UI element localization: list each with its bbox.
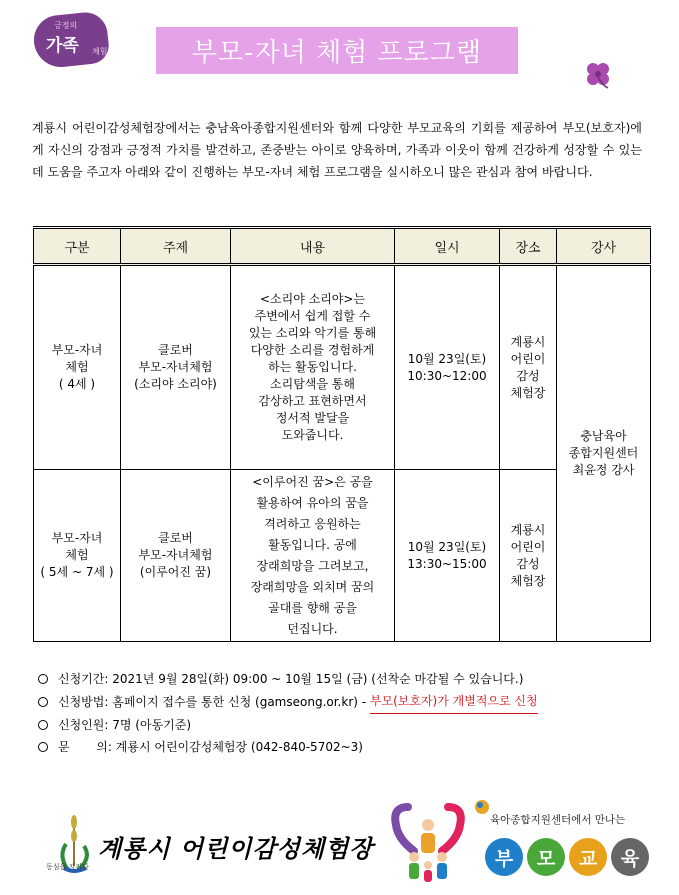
bullet-circle-icon: [38, 720, 48, 730]
topic-cell: 클로버 부모-자녀체험 (이루어진 꿈): [121, 470, 231, 642]
header-content: 내용: [231, 228, 395, 265]
clover-icon: [582, 58, 614, 90]
category-cell: 부모-자녀 체험 ( 4세 ): [34, 265, 121, 470]
application-info: [36, 668, 656, 758]
page-title: 부모-자녀 체험 프로그램: [191, 38, 483, 68]
content-cell: <소리야 소리야>는 주변에서 쉽게 접할 수 있는 소리와 악기를 통해 다양한 소리를 경험하게 하는 활동입니다. 소리탐색을 통해 감상하고 표현하면서 정서적 발달을 도와줍니다.: [231, 265, 395, 470]
table-row: [34, 265, 651, 470]
bullet-circle-icon: [38, 742, 48, 752]
header-place: 장소: [500, 228, 557, 265]
place-cell: 계룡시 어린이 감성 체험장: [500, 470, 557, 642]
intro-paragraph: 계룡시 어린이감성체험장에서는 충남육아종합지원센터와 함께 다양한 부모교육의 기회를 제공하여 부모(보호자)에게 자신의 강점과 긍정적 가치를 발견하고, 존중받는 아이로 양육하며, 가족과 이웃이 함께 건강하게 성장할 수 있는데 도움을 주고자 아래와 같이 진행하는 부모-자녀 체험 프로그램을 실시하오니 많은 관심과 참여 바랍니다.: [32, 121, 642, 179]
title-banner: [156, 27, 518, 74]
info-contact: 문 의: 계룡시 어린이감성체험장 (042-840-5702~3): [36, 736, 656, 758]
circle-char: 교: [569, 838, 607, 876]
date-cell: 10월 23일(토) 13:30~15:00: [395, 470, 500, 642]
logo-main-text: 가족: [46, 36, 79, 56]
header-instructor: 강사: [557, 228, 651, 265]
sub-title: 육아종합지원센터에서 만나는: [490, 814, 626, 826]
circle-char: 부: [485, 838, 523, 876]
instructor-cell: 충남육아 종합지원센터 최윤정 강사: [557, 265, 651, 642]
category-cell: 부모-자녀 체험 ( 5세 ~ 7세 ): [34, 470, 121, 642]
info-capacity: 신청인원: 7명 (아동기준): [36, 714, 656, 736]
circle-char: 육: [611, 838, 649, 876]
date-cell: 10월 23일(토) 10:30~12:00: [395, 265, 500, 470]
logo-small-text: 긍정의: [54, 21, 78, 30]
program-table: [33, 226, 651, 642]
center-name: 계룡시 어린이감성체험장: [98, 834, 374, 863]
bullet-circle-icon: [38, 674, 48, 684]
header-topic: 주제: [121, 228, 231, 265]
header-category: 구분: [34, 228, 121, 265]
content-cell: <이루어진 꿈>은 공을 활용하여 유아의 꿈을 격려하고 응원하는 활동입니다. 공에 장래희망을 그려보고, 장래희망을 외치며 꿈의 골대를 향해 공을 던집니다.: [231, 470, 395, 642]
website-link[interactable]: gamseong.or.kr: [259, 695, 354, 709]
topic-cell: 클로버 부모-자녀체험 (소리야 소리야): [121, 265, 231, 470]
logo-side-text: 체험: [92, 47, 108, 56]
table-header-row: [34, 228, 651, 265]
header-date: 일시: [395, 228, 500, 265]
info-period: 신청기간: 2021년 9월 28일(화) 09:00 ~ 10월 15일 (금) (선착순 마감될 수 있습니다.): [36, 668, 656, 690]
method-note: 부모(보호자)가 개별적으로 신청: [370, 690, 538, 714]
place-cell: 계룡시 어린이 감성 체험장: [500, 265, 557, 470]
info-method: 신청방법: 홈페이지 접수를 통한 신청 ( gamseong.or.kr ) - 부모(보호자)가 개별적으로 신청: [36, 690, 656, 714]
bullet-circle-icon: [38, 697, 48, 707]
circle-char: 모: [527, 838, 565, 876]
slogan: 동심을 지키다: [46, 863, 89, 871]
